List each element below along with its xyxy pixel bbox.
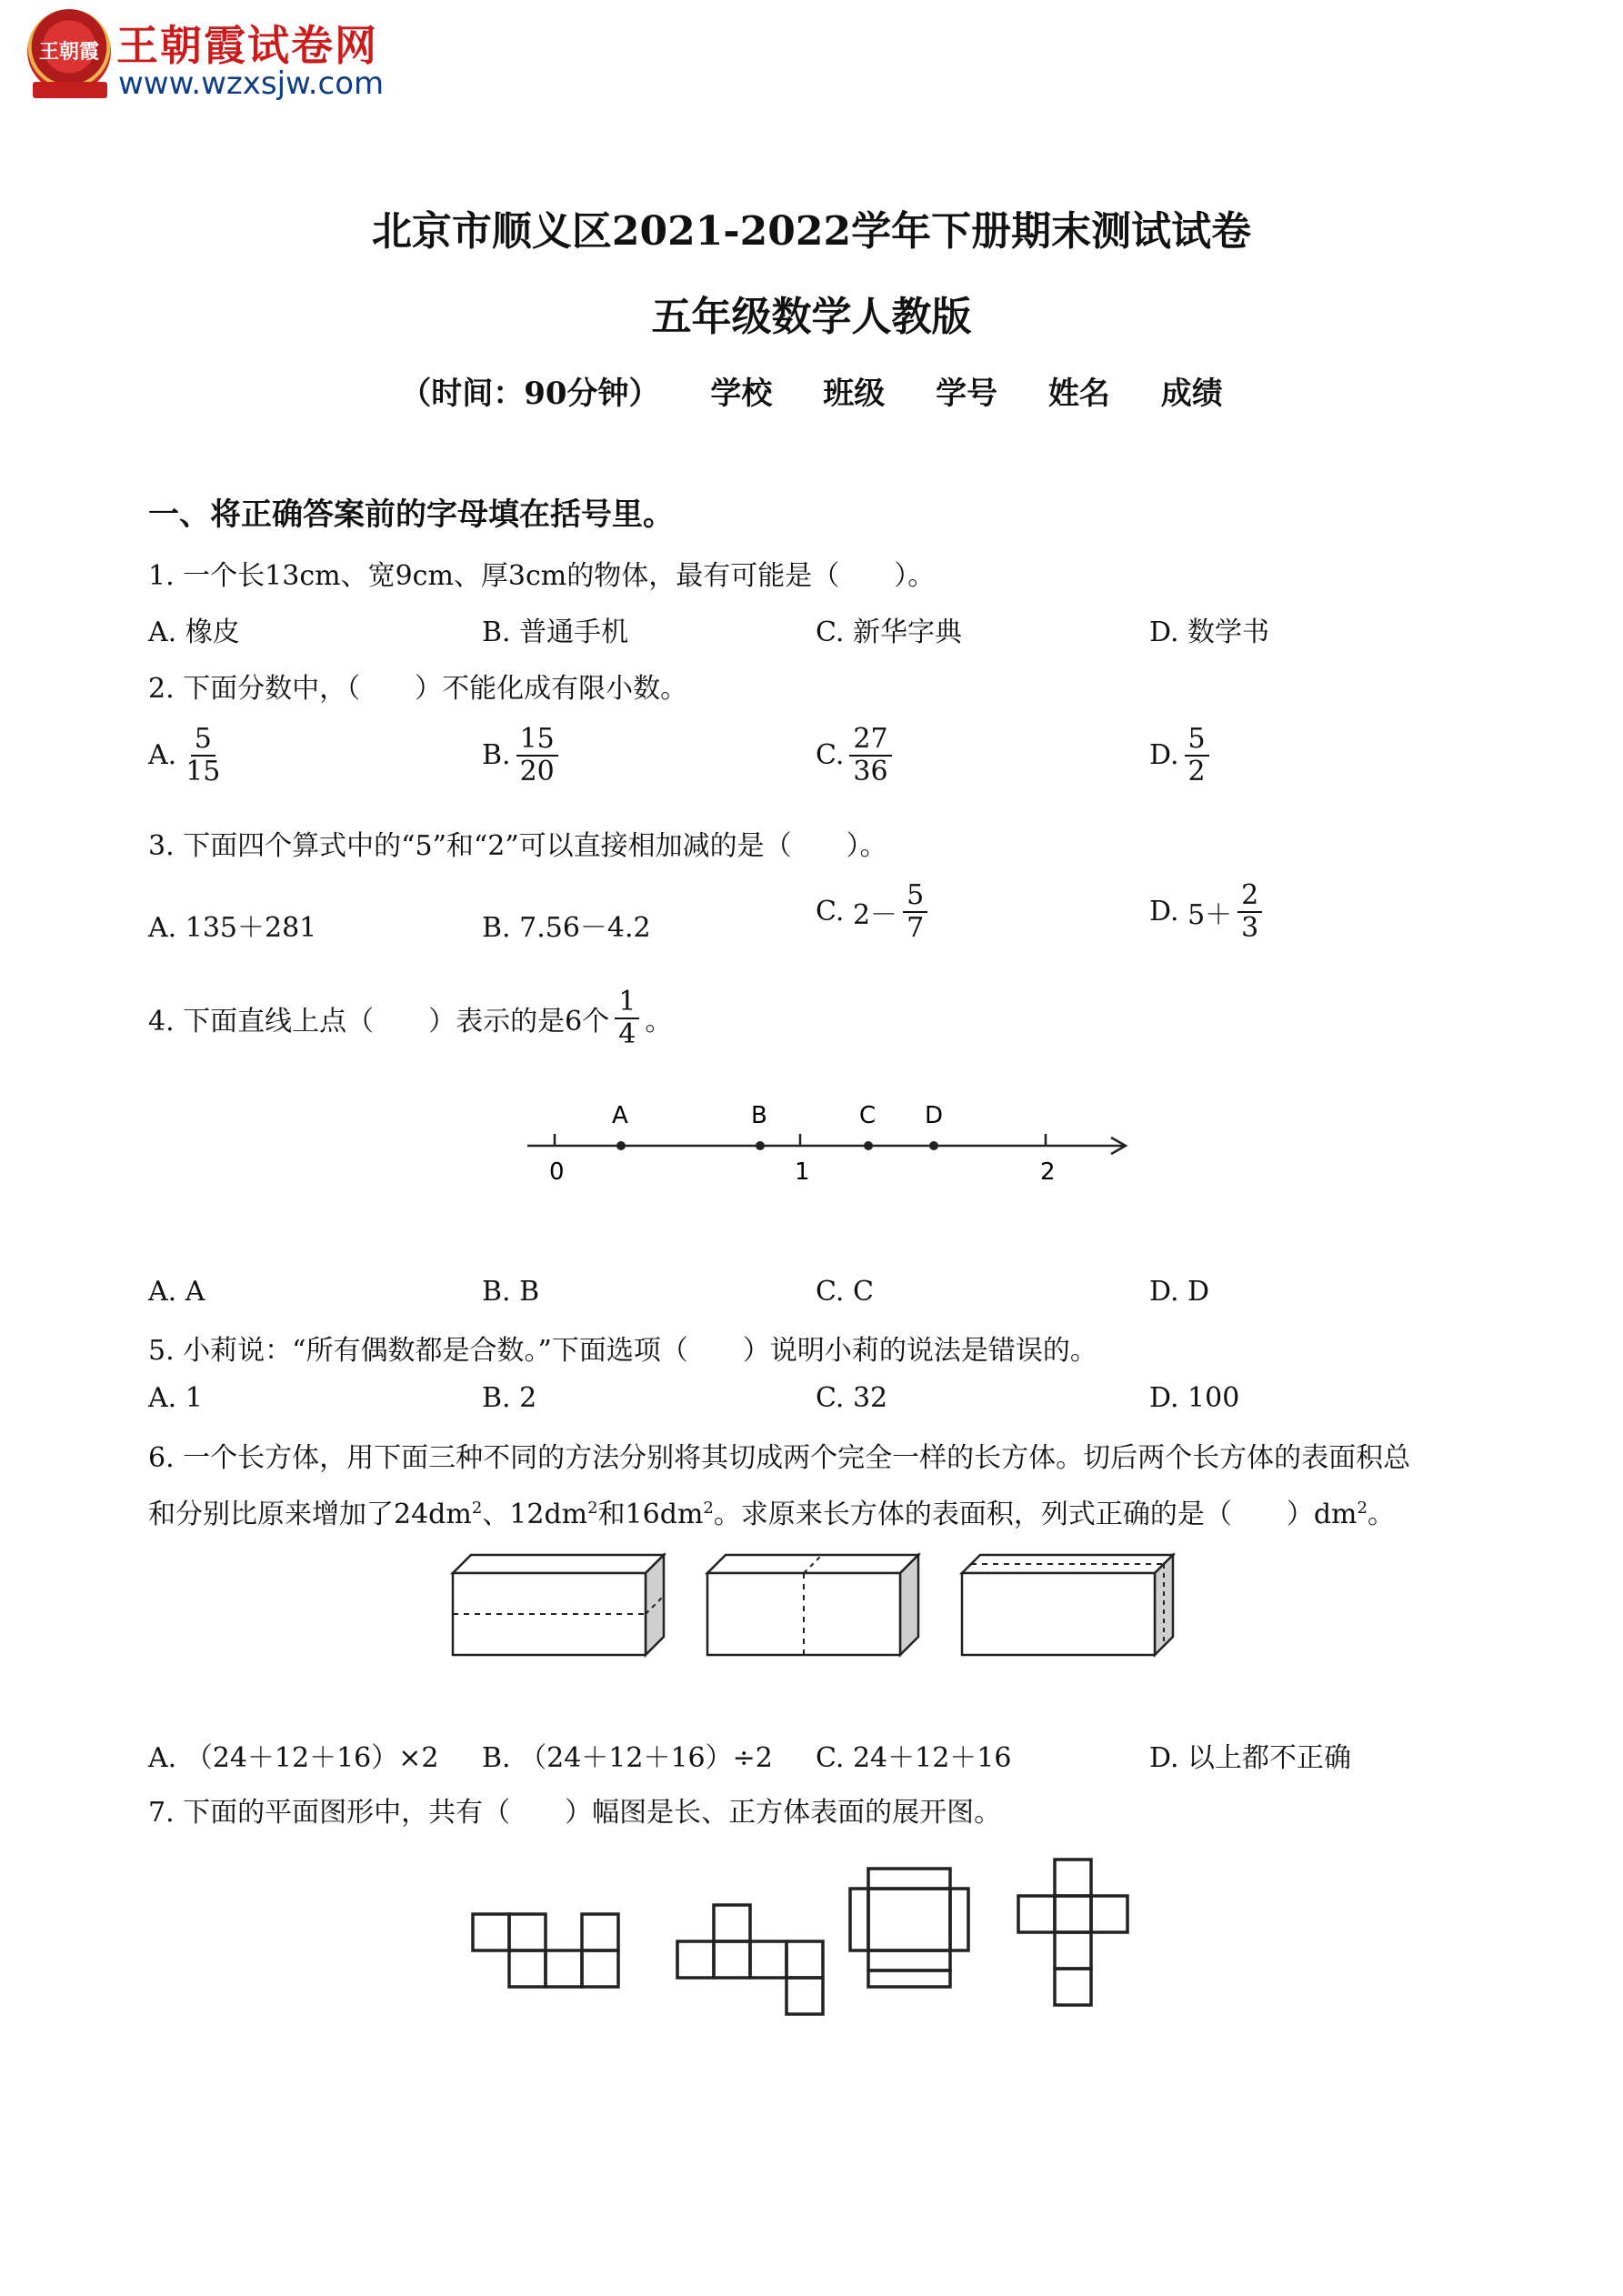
q2-a-fraction bbox=[182, 724, 224, 787]
exam-meta bbox=[0, 368, 1623, 413]
point-label-a: A bbox=[612, 1102, 628, 1129]
point-c bbox=[864, 1141, 873, 1150]
q4-den: 4 bbox=[618, 1018, 636, 1050]
q6-line1: 6. 一个长方体，用下面三种不同的方法分别将其切成两个完全一样的长方体。切后两个长方体的表面积总 bbox=[148, 1442, 1411, 1474]
q3-c-num: 5 bbox=[903, 880, 927, 913]
point-a bbox=[616, 1141, 626, 1150]
q4-stem bbox=[148, 987, 672, 1049]
q2-d-num: 5 bbox=[1185, 724, 1209, 757]
point-label-d: D bbox=[925, 1102, 944, 1129]
q6-option-c: C. 24＋12＋16 bbox=[816, 1742, 1012, 1774]
q3-c-pre: 2－ bbox=[852, 898, 898, 931]
q6-option-d: D. 以上都不正确 bbox=[1149, 1742, 1352, 1774]
q5-stem: 5. 小莉说：“所有偶数都是合数。”下面选项（ ）说明小莉的说法是错误的。 bbox=[148, 1335, 1097, 1367]
q1-option-c: C. 新华字典 bbox=[816, 617, 962, 648]
meta-name: 姓名 bbox=[1047, 376, 1110, 412]
net-2 bbox=[677, 1905, 823, 2014]
q3-d-num: 2 bbox=[1237, 880, 1262, 913]
q6-sup-2: 2 bbox=[587, 1499, 598, 1518]
q4-num: 1 bbox=[615, 987, 639, 1019]
cuboid-1 bbox=[453, 1555, 664, 1655]
net-3 bbox=[850, 1869, 968, 1987]
logo-ribbon bbox=[33, 82, 107, 98]
logo-seal-icon: 王朝霞 bbox=[27, 9, 111, 93]
q6-sup-1: 2 bbox=[471, 1499, 483, 1518]
q4-option-a: A. A bbox=[148, 1276, 205, 1308]
q3-d-label: D. bbox=[1149, 896, 1179, 928]
q6-option-a: A. （24＋12＋16）×2 bbox=[148, 1742, 439, 1774]
logo-url: www.wzxsjw.com bbox=[118, 65, 385, 102]
q3-option-c bbox=[816, 880, 933, 943]
q6-l2-c: 和16dm bbox=[597, 1499, 704, 1530]
q1-option-a: A. 橡皮 bbox=[148, 617, 240, 648]
q6-sup-4: 2 bbox=[1357, 1499, 1368, 1518]
tick-label-0: 0 bbox=[549, 1158, 565, 1186]
number-line-figure bbox=[518, 1087, 1137, 1205]
point-label-c: C bbox=[859, 1102, 877, 1129]
q3-option-d bbox=[1149, 880, 1267, 943]
q2-option-c bbox=[816, 724, 897, 787]
q2-option-a bbox=[148, 724, 229, 787]
q2-option-d bbox=[1149, 724, 1215, 787]
q2-b-num: 15 bbox=[516, 724, 558, 757]
q4-option-c: C. C bbox=[816, 1276, 874, 1308]
cuboid-3 bbox=[962, 1555, 1173, 1655]
net-4 bbox=[1018, 1860, 1127, 2005]
q6-l2-d: 。求原来长方体的表面积，列式正确的是（ ）dm bbox=[713, 1499, 1358, 1530]
q2-a-den: 15 bbox=[185, 755, 221, 787]
meta-class: 班级 bbox=[823, 376, 886, 412]
q6-line2 bbox=[148, 1491, 1395, 1531]
q3-d-den: 3 bbox=[1241, 911, 1259, 944]
q2-d-den: 2 bbox=[1187, 755, 1206, 787]
q6-l2-a: 和分别比原来增加了24dm bbox=[148, 1499, 472, 1530]
meta-time: （时间：90分钟） bbox=[400, 376, 660, 412]
q2-option-b bbox=[482, 724, 564, 787]
q1-option-b: B. 普通手机 bbox=[482, 617, 629, 648]
q3-option-a: A. 135＋281 bbox=[148, 912, 317, 944]
meta-score: 成绩 bbox=[1160, 376, 1223, 412]
q5-option-b: B. 2 bbox=[482, 1382, 537, 1414]
q5-option-a: A. 1 bbox=[148, 1382, 203, 1414]
q3-d-pre: 5＋ bbox=[1187, 898, 1233, 931]
q6-sup-3: 2 bbox=[703, 1499, 714, 1518]
q2-c-den: 36 bbox=[853, 755, 888, 787]
exam-title: 北京市顺义区2021-2022学年下册期末测试试卷 bbox=[371, 208, 1252, 255]
q2-b-den: 20 bbox=[519, 755, 555, 787]
q2-c-num: 27 bbox=[849, 724, 891, 757]
q5-option-d: D. 100 bbox=[1149, 1382, 1240, 1414]
cuboid-figures bbox=[446, 1546, 1191, 1664]
q3-option-b: B. 7.56－4.2 bbox=[482, 912, 651, 944]
q4-stem-post: 。 bbox=[645, 1005, 673, 1038]
q2-stem: 2. 下面分数中，（ ）不能化成有限小数。 bbox=[148, 673, 688, 705]
q3-c-den: 7 bbox=[907, 911, 925, 944]
q6-l2-b: 、12dm bbox=[482, 1499, 588, 1530]
q2-c-label: C. bbox=[816, 739, 845, 772]
meta-school: 学校 bbox=[710, 376, 773, 412]
q2-c-fraction bbox=[849, 724, 891, 787]
q2-d-label: D. bbox=[1149, 739, 1179, 772]
q3-d-fraction bbox=[1237, 880, 1262, 943]
section-heading: 一、将正确答案前的字母填在括号里。 bbox=[148, 496, 674, 533]
q7-stem: 7. 下面的平面图形中，共有（ ）幅图是长、正方体表面的展开图。 bbox=[148, 1797, 1002, 1829]
tick-label-2: 2 bbox=[1040, 1158, 1056, 1186]
q3-c-label: C. bbox=[816, 896, 845, 928]
q2-b-label: B. bbox=[482, 739, 511, 772]
exam-subtitle: 五年级数学人教版 bbox=[651, 294, 972, 340]
cuboid-2 bbox=[707, 1555, 918, 1655]
point-d bbox=[929, 1141, 938, 1150]
q3-stem: 3. 下面四个算式中的“5”和“2”可以直接相加减的是（ ）。 bbox=[148, 830, 887, 862]
q2-b-fraction bbox=[516, 724, 558, 787]
point-label-b: B bbox=[751, 1102, 767, 1129]
q4-option-b: B. B bbox=[482, 1276, 540, 1308]
q2-a-num: 5 bbox=[191, 724, 215, 757]
q2-d-fraction bbox=[1185, 724, 1209, 787]
logo-title: 王朝霞试卷网 bbox=[116, 21, 378, 70]
q1-stem: 1. 一个长13cm、宽9cm、厚3cm的物体，最有可能是（ ）。 bbox=[148, 560, 936, 592]
site-logo bbox=[27, 9, 409, 105]
q5-option-c: C. 32 bbox=[816, 1382, 888, 1414]
q4-stem-pre: 4. 下面直线上点（ ）表示的是6个 bbox=[148, 1005, 610, 1038]
q6-option-b: B. （24＋12＋16）÷2 bbox=[482, 1742, 773, 1774]
q2-a-label: A. bbox=[148, 739, 177, 772]
q4-fraction bbox=[615, 987, 639, 1049]
meta-number: 学号 bbox=[936, 376, 998, 412]
net-1 bbox=[473, 1914, 618, 1987]
point-b bbox=[756, 1141, 765, 1150]
q6-l2-e: 。 bbox=[1367, 1499, 1395, 1530]
q3-c-fraction bbox=[903, 880, 927, 943]
q1-option-d: D. 数学书 bbox=[1149, 617, 1270, 648]
tick-label-1: 1 bbox=[795, 1158, 810, 1186]
q4-option-d: D. D bbox=[1149, 1276, 1210, 1308]
net-figures bbox=[464, 1850, 1191, 2032]
